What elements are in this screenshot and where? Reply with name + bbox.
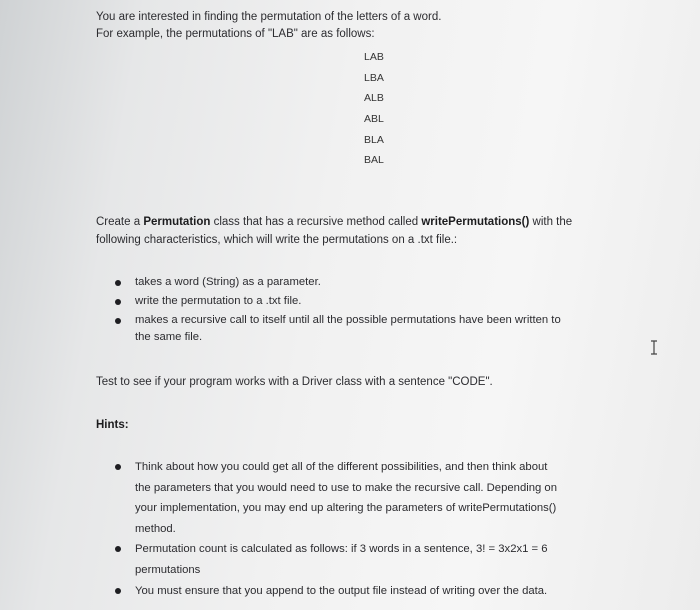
permutation-example-list — [364, 47, 384, 171]
list-item: You must ensure that you append to the output file instead of writing over the data. — [115, 581, 557, 602]
class-name: Permutation — [143, 216, 211, 228]
intro-line-1: You are interested in finding the permutation of the letters of a word. — [96, 11, 442, 23]
bullet-icon — [115, 464, 121, 470]
list-item: makes a recursive call to itself until all the possible permutations have been written to the same file. — [115, 312, 561, 346]
permutation-item: BAL — [364, 154, 384, 167]
list-item: Permutation count is calculated as follows: if 3 words in a sentence, 3! = 3x2x1 = 6 permutations — [115, 539, 557, 580]
permutation-item: ALB — [364, 92, 384, 105]
test-instruction: Test to see if your program works with a Driver class with a sentence "CODE". — [96, 376, 493, 388]
method-name: writePermutations() — [421, 216, 530, 228]
intro-line-2: For example, the permutations of "LAB" are as follows: — [96, 28, 375, 40]
permutation-item: ABL — [364, 113, 384, 126]
bullet-icon — [115, 280, 121, 286]
bullet-icon — [115, 299, 121, 305]
list-item: write the permutation to a .txt file. — [115, 293, 561, 310]
list-item: Think about how you could get all of the different possibilities, and then think about the parameters that you would need to use to make the recursive call. Depending on your implementation, you may end up altering the parameters of writePermutations() method. — [115, 457, 557, 539]
intro-paragraph — [96, 9, 441, 43]
text-cursor-icon — [650, 340, 658, 355]
bullet-icon — [115, 588, 121, 594]
task-line-1: Create a Permutation class that has a recursive method called writePermutations() with the — [96, 216, 573, 228]
hints-list — [115, 457, 557, 601]
characteristics-list — [115, 274, 561, 346]
task-line-2: following characteristics, which will write the permutations on a .txt file.: — [96, 234, 458, 246]
permutation-item: BLA — [364, 133, 384, 146]
bullet-icon — [115, 318, 121, 324]
permutation-item: LAB — [364, 51, 384, 63]
task-paragraph — [96, 213, 572, 249]
list-item: takes a word (String) as a parameter. — [115, 274, 561, 291]
permutation-item: LBA — [364, 71, 384, 84]
hints-heading: Hints: — [96, 419, 129, 431]
bullet-icon — [115, 546, 121, 552]
